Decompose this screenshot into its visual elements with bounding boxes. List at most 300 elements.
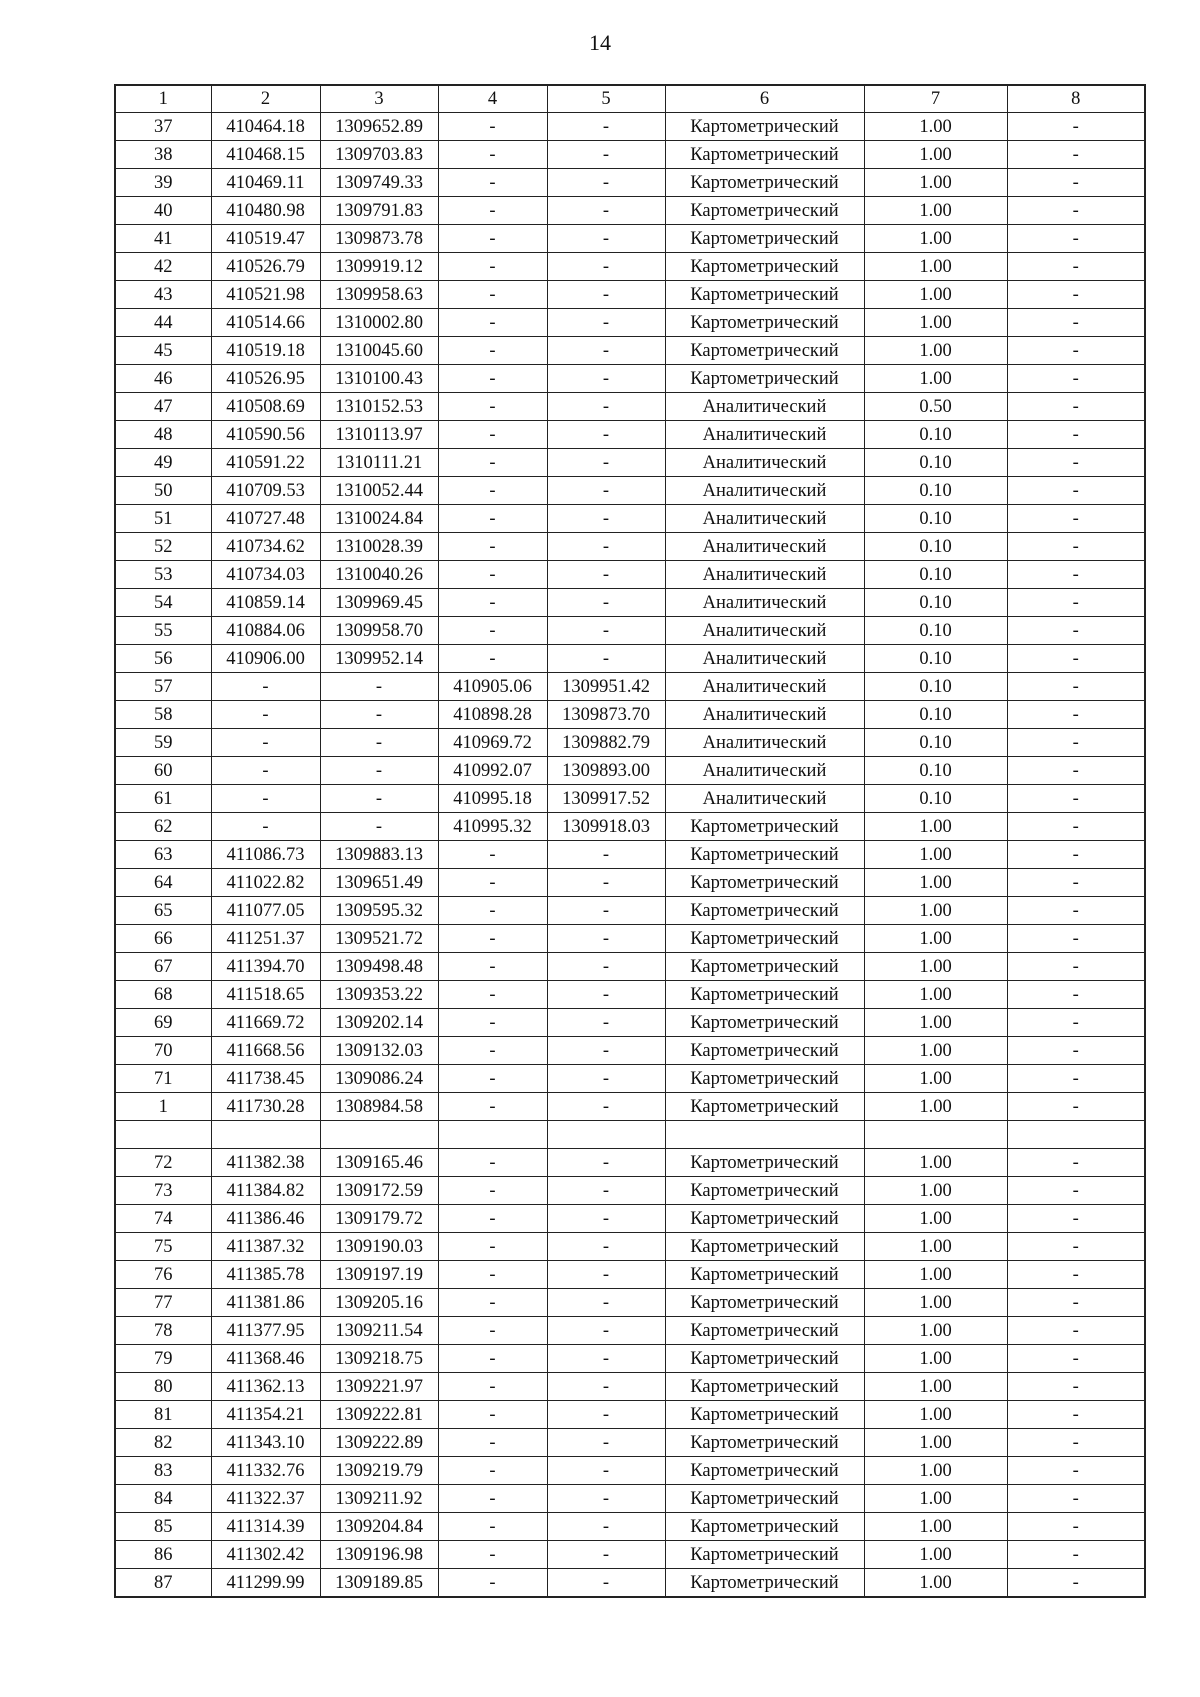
- method-cell: Картометрический: [665, 1317, 864, 1345]
- y-coordinate-cell: 1310113.97: [320, 421, 438, 449]
- column-header: 5: [547, 85, 665, 113]
- method-cell: Картометрический: [665, 169, 864, 197]
- x-coordinate-cell: 410480.98: [211, 197, 320, 225]
- y-coordinate-alt-cell: -: [547, 169, 665, 197]
- description-cell: -: [1007, 1093, 1145, 1121]
- y-coordinate-cell: 1309652.89: [320, 113, 438, 141]
- x-coordinate-alt-cell: -: [438, 1009, 547, 1037]
- description-cell: -: [1007, 981, 1145, 1009]
- x-coordinate-alt-cell: -: [438, 1541, 547, 1569]
- accuracy-cell: 1.00: [864, 1009, 1007, 1037]
- method-cell: Аналитический: [665, 645, 864, 673]
- y-coordinate-cell: 1310040.26: [320, 561, 438, 589]
- y-coordinate-cell: 1309919.12: [320, 253, 438, 281]
- table-row: [115, 197, 1145, 225]
- x-coordinate-alt-cell: -: [438, 141, 547, 169]
- table-row: [115, 113, 1145, 141]
- point-number-cell: 72: [115, 1149, 211, 1177]
- x-coordinate-alt-cell: -: [438, 225, 547, 253]
- y-coordinate-cell: 1310028.39: [320, 533, 438, 561]
- y-coordinate-alt-cell: -: [547, 1513, 665, 1541]
- accuracy-cell: 1.00: [864, 869, 1007, 897]
- description-cell: -: [1007, 785, 1145, 813]
- method-cell: Картометрический: [665, 1065, 864, 1093]
- y-coordinate-cell: 1309211.92: [320, 1485, 438, 1513]
- table-row: [115, 701, 1145, 729]
- x-coordinate-alt-cell: -: [438, 1485, 547, 1513]
- table-row: [115, 841, 1145, 869]
- column-header: 2: [211, 85, 320, 113]
- y-coordinate-cell: 1308984.58: [320, 1093, 438, 1121]
- y-coordinate-alt-cell: -: [547, 869, 665, 897]
- y-coordinate-alt-cell: -: [547, 1541, 665, 1569]
- y-coordinate-alt-cell: -: [547, 505, 665, 533]
- accuracy-cell: 1.00: [864, 1289, 1007, 1317]
- table-row: [115, 169, 1145, 197]
- y-coordinate-alt-cell: -: [547, 281, 665, 309]
- table-row: [115, 757, 1145, 785]
- table-row: [115, 1289, 1145, 1317]
- x-coordinate-cell: 411343.10: [211, 1429, 320, 1457]
- point-number-cell: 86: [115, 1541, 211, 1569]
- x-coordinate-cell: 411086.73: [211, 841, 320, 869]
- point-number-cell: 50: [115, 477, 211, 505]
- y-coordinate-alt-cell: -: [547, 1345, 665, 1373]
- table-row: [115, 589, 1145, 617]
- table-row: [115, 1429, 1145, 1457]
- y-coordinate-alt-cell: -: [547, 309, 665, 337]
- x-coordinate-alt-cell: -: [438, 421, 547, 449]
- point-number-cell: 44: [115, 309, 211, 337]
- x-coordinate-alt-cell: -: [438, 505, 547, 533]
- y-coordinate-alt-cell: 1309951.42: [547, 673, 665, 701]
- point-number-cell: 39: [115, 169, 211, 197]
- y-coordinate-alt-cell: -: [547, 337, 665, 365]
- table-row: [115, 1513, 1145, 1541]
- y-coordinate-cell: 1309749.33: [320, 169, 438, 197]
- x-coordinate-alt-cell: -: [438, 169, 547, 197]
- description-cell: -: [1007, 225, 1145, 253]
- x-coordinate-alt-cell: -: [438, 393, 547, 421]
- y-coordinate-cell: 1309969.45: [320, 589, 438, 617]
- table-row: [115, 505, 1145, 533]
- table-row: [115, 225, 1145, 253]
- x-coordinate-alt-cell: -: [438, 197, 547, 225]
- point-number-cell: 65: [115, 897, 211, 925]
- table-row: [115, 309, 1145, 337]
- description-cell: -: [1007, 1289, 1145, 1317]
- description-cell: -: [1007, 729, 1145, 757]
- table-row: [115, 1401, 1145, 1429]
- x-coordinate-cell: 411518.65: [211, 981, 320, 1009]
- accuracy-cell: 0.10: [864, 701, 1007, 729]
- x-coordinate-alt-cell: -: [438, 1037, 547, 1065]
- description-cell: -: [1007, 1569, 1145, 1598]
- description-cell: -: [1007, 617, 1145, 645]
- method-cell: Картометрический: [665, 1261, 864, 1289]
- x-coordinate-alt-cell: -: [438, 1401, 547, 1429]
- point-number-cell: 60: [115, 757, 211, 785]
- description-cell: -: [1007, 281, 1145, 309]
- y-coordinate-alt-cell: -: [547, 925, 665, 953]
- y-coordinate-cell: 1309353.22: [320, 981, 438, 1009]
- y-coordinate-alt-cell: -: [547, 365, 665, 393]
- method-cell: Аналитический: [665, 617, 864, 645]
- accuracy-cell: 1.00: [864, 1429, 1007, 1457]
- table-row: [115, 1541, 1145, 1569]
- method-cell: Картометрический: [665, 113, 864, 141]
- x-coordinate-cell: -: [211, 813, 320, 841]
- y-coordinate-cell: 1309179.72: [320, 1205, 438, 1233]
- table-row: [115, 1065, 1145, 1093]
- y-coordinate-alt-cell: -: [547, 841, 665, 869]
- table-row: [115, 1037, 1145, 1065]
- x-coordinate-alt-cell: -: [438, 869, 547, 897]
- accuracy-cell: 1.00: [864, 1233, 1007, 1261]
- x-coordinate-alt-cell: 410905.06: [438, 673, 547, 701]
- description-cell: -: [1007, 421, 1145, 449]
- x-coordinate-alt-cell: -: [438, 897, 547, 925]
- table-row: [115, 337, 1145, 365]
- accuracy-cell: 0.10: [864, 477, 1007, 505]
- method-cell: Аналитический: [665, 589, 864, 617]
- method-cell: Картометрический: [665, 225, 864, 253]
- accuracy-cell: 1.00: [864, 953, 1007, 981]
- point-number-cell: 47: [115, 393, 211, 421]
- table-row: [115, 869, 1145, 897]
- method-cell: Картометрический: [665, 1345, 864, 1373]
- y-coordinate-alt-cell: -: [547, 421, 665, 449]
- accuracy-cell: 1.00: [864, 169, 1007, 197]
- method-cell: Картометрический: [665, 1457, 864, 1485]
- y-coordinate-cell: 1309221.97: [320, 1373, 438, 1401]
- point-number-cell: 62: [115, 813, 211, 841]
- x-coordinate-cell: 411302.42: [211, 1541, 320, 1569]
- accuracy-cell: 0.10: [864, 673, 1007, 701]
- y-coordinate-alt-cell: -: [547, 1037, 665, 1065]
- accuracy-cell: 0.10: [864, 729, 1007, 757]
- x-coordinate-cell: 410508.69: [211, 393, 320, 421]
- point-number-cell: 58: [115, 701, 211, 729]
- method-cell: [665, 1121, 864, 1149]
- table-row: [115, 673, 1145, 701]
- x-coordinate-alt-cell: -: [438, 449, 547, 477]
- point-number-cell: 61: [115, 785, 211, 813]
- page-number: 14: [589, 30, 611, 55]
- table-row: [115, 561, 1145, 589]
- y-coordinate-alt-cell: -: [547, 533, 665, 561]
- point-number-cell: 80: [115, 1373, 211, 1401]
- column-header: 1: [115, 85, 211, 113]
- description-cell: -: [1007, 449, 1145, 477]
- x-coordinate-cell: 410709.53: [211, 477, 320, 505]
- point-number-cell: 71: [115, 1065, 211, 1093]
- y-coordinate-alt-cell: -: [547, 1289, 665, 1317]
- accuracy-cell: 1.00: [864, 1261, 1007, 1289]
- x-coordinate-alt-cell: 410992.07: [438, 757, 547, 785]
- y-coordinate-cell: 1309205.16: [320, 1289, 438, 1317]
- y-coordinate-cell: 1310002.80: [320, 309, 438, 337]
- table-row: [115, 281, 1145, 309]
- accuracy-cell: 1.00: [864, 841, 1007, 869]
- table-row: [115, 253, 1145, 281]
- description-cell: -: [1007, 169, 1145, 197]
- x-coordinate-cell: 411381.86: [211, 1289, 320, 1317]
- point-number-cell: 82: [115, 1429, 211, 1457]
- table-row: [115, 1317, 1145, 1345]
- point-number-cell: 78: [115, 1317, 211, 1345]
- x-coordinate-alt-cell: -: [438, 645, 547, 673]
- table-header-row: [115, 85, 1145, 113]
- x-coordinate-cell: 411251.37: [211, 925, 320, 953]
- x-coordinate-alt-cell: -: [438, 561, 547, 589]
- table-row: [115, 617, 1145, 645]
- accuracy-cell: 1.00: [864, 1457, 1007, 1485]
- y-coordinate-alt-cell: -: [547, 197, 665, 225]
- table-row: [115, 141, 1145, 169]
- y-coordinate-alt-cell: -: [547, 449, 665, 477]
- accuracy-cell: [864, 1121, 1007, 1149]
- accuracy-cell: 0.10: [864, 421, 1007, 449]
- accuracy-cell: 1.00: [864, 1345, 1007, 1373]
- x-coordinate-alt-cell: -: [438, 309, 547, 337]
- y-coordinate-alt-cell: -: [547, 1485, 665, 1513]
- x-coordinate-alt-cell: -: [438, 1429, 547, 1457]
- x-coordinate-alt-cell: 410969.72: [438, 729, 547, 757]
- y-coordinate-alt-cell: 1309918.03: [547, 813, 665, 841]
- x-coordinate-alt-cell: -: [438, 981, 547, 1009]
- accuracy-cell: 0.10: [864, 533, 1007, 561]
- x-coordinate-cell: 411384.82: [211, 1177, 320, 1205]
- method-cell: Картометрический: [665, 1569, 864, 1598]
- x-coordinate-cell: [211, 1121, 320, 1149]
- table-row: [115, 1569, 1145, 1598]
- description-cell: -: [1007, 897, 1145, 925]
- table-row: [115, 533, 1145, 561]
- point-number-cell: 63: [115, 841, 211, 869]
- method-cell: Картометрический: [665, 841, 864, 869]
- y-coordinate-cell: 1309218.75: [320, 1345, 438, 1373]
- table-row: [115, 1345, 1145, 1373]
- point-number-cell: 37: [115, 113, 211, 141]
- description-cell: -: [1007, 1345, 1145, 1373]
- x-coordinate-alt-cell: -: [438, 1177, 547, 1205]
- x-coordinate-cell: 410519.18: [211, 337, 320, 365]
- table-body: [115, 113, 1145, 1598]
- y-coordinate-alt-cell: -: [547, 1569, 665, 1598]
- table-row: [115, 785, 1145, 813]
- method-cell: Картометрический: [665, 1289, 864, 1317]
- description-cell: -: [1007, 253, 1145, 281]
- x-coordinate-cell: 411362.13: [211, 1373, 320, 1401]
- x-coordinate-alt-cell: [438, 1121, 547, 1149]
- description-cell: -: [1007, 1457, 1145, 1485]
- x-coordinate-cell: 411354.21: [211, 1401, 320, 1429]
- x-coordinate-alt-cell: -: [438, 1317, 547, 1345]
- column-header: 3: [320, 85, 438, 113]
- accuracy-cell: 0.10: [864, 617, 1007, 645]
- x-coordinate-cell: 411387.32: [211, 1233, 320, 1261]
- method-cell: Картометрический: [665, 1037, 864, 1065]
- method-cell: Картометрический: [665, 197, 864, 225]
- y-coordinate-alt-cell: -: [547, 953, 665, 981]
- x-coordinate-alt-cell: -: [438, 1065, 547, 1093]
- point-number-cell: 38: [115, 141, 211, 169]
- x-coordinate-cell: 410526.79: [211, 253, 320, 281]
- x-coordinate-cell: 411668.56: [211, 1037, 320, 1065]
- y-coordinate-cell: 1309189.85: [320, 1569, 438, 1598]
- y-coordinate-cell: 1309521.72: [320, 925, 438, 953]
- x-coordinate-alt-cell: -: [438, 533, 547, 561]
- x-coordinate-cell: 411386.46: [211, 1205, 320, 1233]
- description-cell: -: [1007, 1317, 1145, 1345]
- method-cell: Картометрический: [665, 281, 864, 309]
- description-cell: -: [1007, 841, 1145, 869]
- point-number-cell: 75: [115, 1233, 211, 1261]
- column-header: 4: [438, 85, 547, 113]
- point-number-cell: 73: [115, 1177, 211, 1205]
- x-coordinate-alt-cell: -: [438, 477, 547, 505]
- y-coordinate-alt-cell: -: [547, 1009, 665, 1037]
- accuracy-cell: 1.00: [864, 1093, 1007, 1121]
- description-cell: -: [1007, 589, 1145, 617]
- point-number-cell: 40: [115, 197, 211, 225]
- y-coordinate-alt-cell: -: [547, 1177, 665, 1205]
- point-number-cell: 84: [115, 1485, 211, 1513]
- x-coordinate-cell: 411314.39: [211, 1513, 320, 1541]
- y-coordinate-cell: 1310152.53: [320, 393, 438, 421]
- x-coordinate-cell: 411368.46: [211, 1345, 320, 1373]
- description-cell: -: [1007, 701, 1145, 729]
- method-cell: Картометрический: [665, 1513, 864, 1541]
- y-coordinate-cell: 1309197.19: [320, 1261, 438, 1289]
- method-cell: Картометрический: [665, 953, 864, 981]
- accuracy-cell: 1.00: [864, 981, 1007, 1009]
- table-row: [115, 1457, 1145, 1485]
- y-coordinate-alt-cell: -: [547, 1065, 665, 1093]
- y-coordinate-cell: 1309703.83: [320, 141, 438, 169]
- x-coordinate-cell: 411669.72: [211, 1009, 320, 1037]
- accuracy-cell: 1.00: [864, 281, 1007, 309]
- y-coordinate-cell: 1309196.98: [320, 1541, 438, 1569]
- coordinates-table: [114, 84, 1146, 1598]
- method-cell: Картометрический: [665, 1149, 864, 1177]
- accuracy-cell: 1.00: [864, 141, 1007, 169]
- method-cell: Аналитический: [665, 701, 864, 729]
- y-coordinate-cell: -: [320, 813, 438, 841]
- description-cell: -: [1007, 197, 1145, 225]
- method-cell: Аналитический: [665, 729, 864, 757]
- x-coordinate-cell: 411385.78: [211, 1261, 320, 1289]
- accuracy-cell: 0.10: [864, 757, 1007, 785]
- method-cell: Картометрический: [665, 337, 864, 365]
- x-coordinate-alt-cell: -: [438, 953, 547, 981]
- description-cell: -: [1007, 1233, 1145, 1261]
- accuracy-cell: 1.00: [864, 1513, 1007, 1541]
- x-coordinate-cell: 410519.47: [211, 225, 320, 253]
- description-cell: -: [1007, 757, 1145, 785]
- y-coordinate-alt-cell: -: [547, 113, 665, 141]
- y-coordinate-cell: -: [320, 785, 438, 813]
- y-coordinate-cell: 1309190.03: [320, 1233, 438, 1261]
- x-coordinate-cell: 410727.48: [211, 505, 320, 533]
- description-cell: -: [1007, 869, 1145, 897]
- y-coordinate-alt-cell: -: [547, 1401, 665, 1429]
- description-cell: -: [1007, 113, 1145, 141]
- y-coordinate-cell: 1310052.44: [320, 477, 438, 505]
- table-row: [115, 1233, 1145, 1261]
- y-coordinate-cell: -: [320, 757, 438, 785]
- accuracy-cell: 1.00: [864, 925, 1007, 953]
- accuracy-cell: 0.10: [864, 505, 1007, 533]
- description-cell: -: [1007, 1009, 1145, 1037]
- y-coordinate-alt-cell: -: [547, 253, 665, 281]
- method-cell: Аналитический: [665, 757, 864, 785]
- y-coordinate-alt-cell: [547, 1121, 665, 1149]
- x-coordinate-cell: -: [211, 701, 320, 729]
- x-coordinate-alt-cell: -: [438, 925, 547, 953]
- accuracy-cell: 1.00: [864, 1541, 1007, 1569]
- table-row: [115, 1121, 1145, 1149]
- y-coordinate-cell: 1309211.54: [320, 1317, 438, 1345]
- y-coordinate-cell: 1309165.46: [320, 1149, 438, 1177]
- y-coordinate-cell: 1309873.78: [320, 225, 438, 253]
- x-coordinate-alt-cell: -: [438, 589, 547, 617]
- x-coordinate-alt-cell: -: [438, 1233, 547, 1261]
- method-cell: Картометрический: [665, 1401, 864, 1429]
- description-cell: -: [1007, 561, 1145, 589]
- table-row: [115, 1093, 1145, 1121]
- y-coordinate-cell: 1309958.70: [320, 617, 438, 645]
- y-coordinate-alt-cell: -: [547, 225, 665, 253]
- method-cell: Картометрический: [665, 1233, 864, 1261]
- y-coordinate-alt-cell: 1309873.70: [547, 701, 665, 729]
- point-number-cell: 49: [115, 449, 211, 477]
- description-cell: -: [1007, 645, 1145, 673]
- point-number-cell: 69: [115, 1009, 211, 1037]
- description-cell: -: [1007, 365, 1145, 393]
- method-cell: Аналитический: [665, 533, 864, 561]
- table-row: [115, 953, 1145, 981]
- method-cell: Картометрический: [665, 1541, 864, 1569]
- accuracy-cell: 1.00: [864, 1485, 1007, 1513]
- accuracy-cell: 0.10: [864, 589, 1007, 617]
- method-cell: Картометрический: [665, 1205, 864, 1233]
- x-coordinate-cell: 411738.45: [211, 1065, 320, 1093]
- method-cell: Картометрический: [665, 897, 864, 925]
- x-coordinate-cell: 410468.15: [211, 141, 320, 169]
- y-coordinate-cell: -: [320, 673, 438, 701]
- table-row: [115, 449, 1145, 477]
- table-row: [115, 897, 1145, 925]
- accuracy-cell: 1.00: [864, 813, 1007, 841]
- method-cell: Картометрический: [665, 309, 864, 337]
- y-coordinate-alt-cell: -: [547, 561, 665, 589]
- y-coordinate-cell: -: [320, 701, 438, 729]
- x-coordinate-alt-cell: -: [438, 1345, 547, 1373]
- x-coordinate-cell: 410884.06: [211, 617, 320, 645]
- x-coordinate-alt-cell: -: [438, 841, 547, 869]
- table-row: [115, 421, 1145, 449]
- description-cell: -: [1007, 925, 1145, 953]
- y-coordinate-cell: 1309791.83: [320, 197, 438, 225]
- point-number-cell: 55: [115, 617, 211, 645]
- x-coordinate-cell: 410906.00: [211, 645, 320, 673]
- point-number-cell: 87: [115, 1569, 211, 1598]
- method-cell: Аналитический: [665, 673, 864, 701]
- column-header: 6: [665, 85, 864, 113]
- description-cell: -: [1007, 813, 1145, 841]
